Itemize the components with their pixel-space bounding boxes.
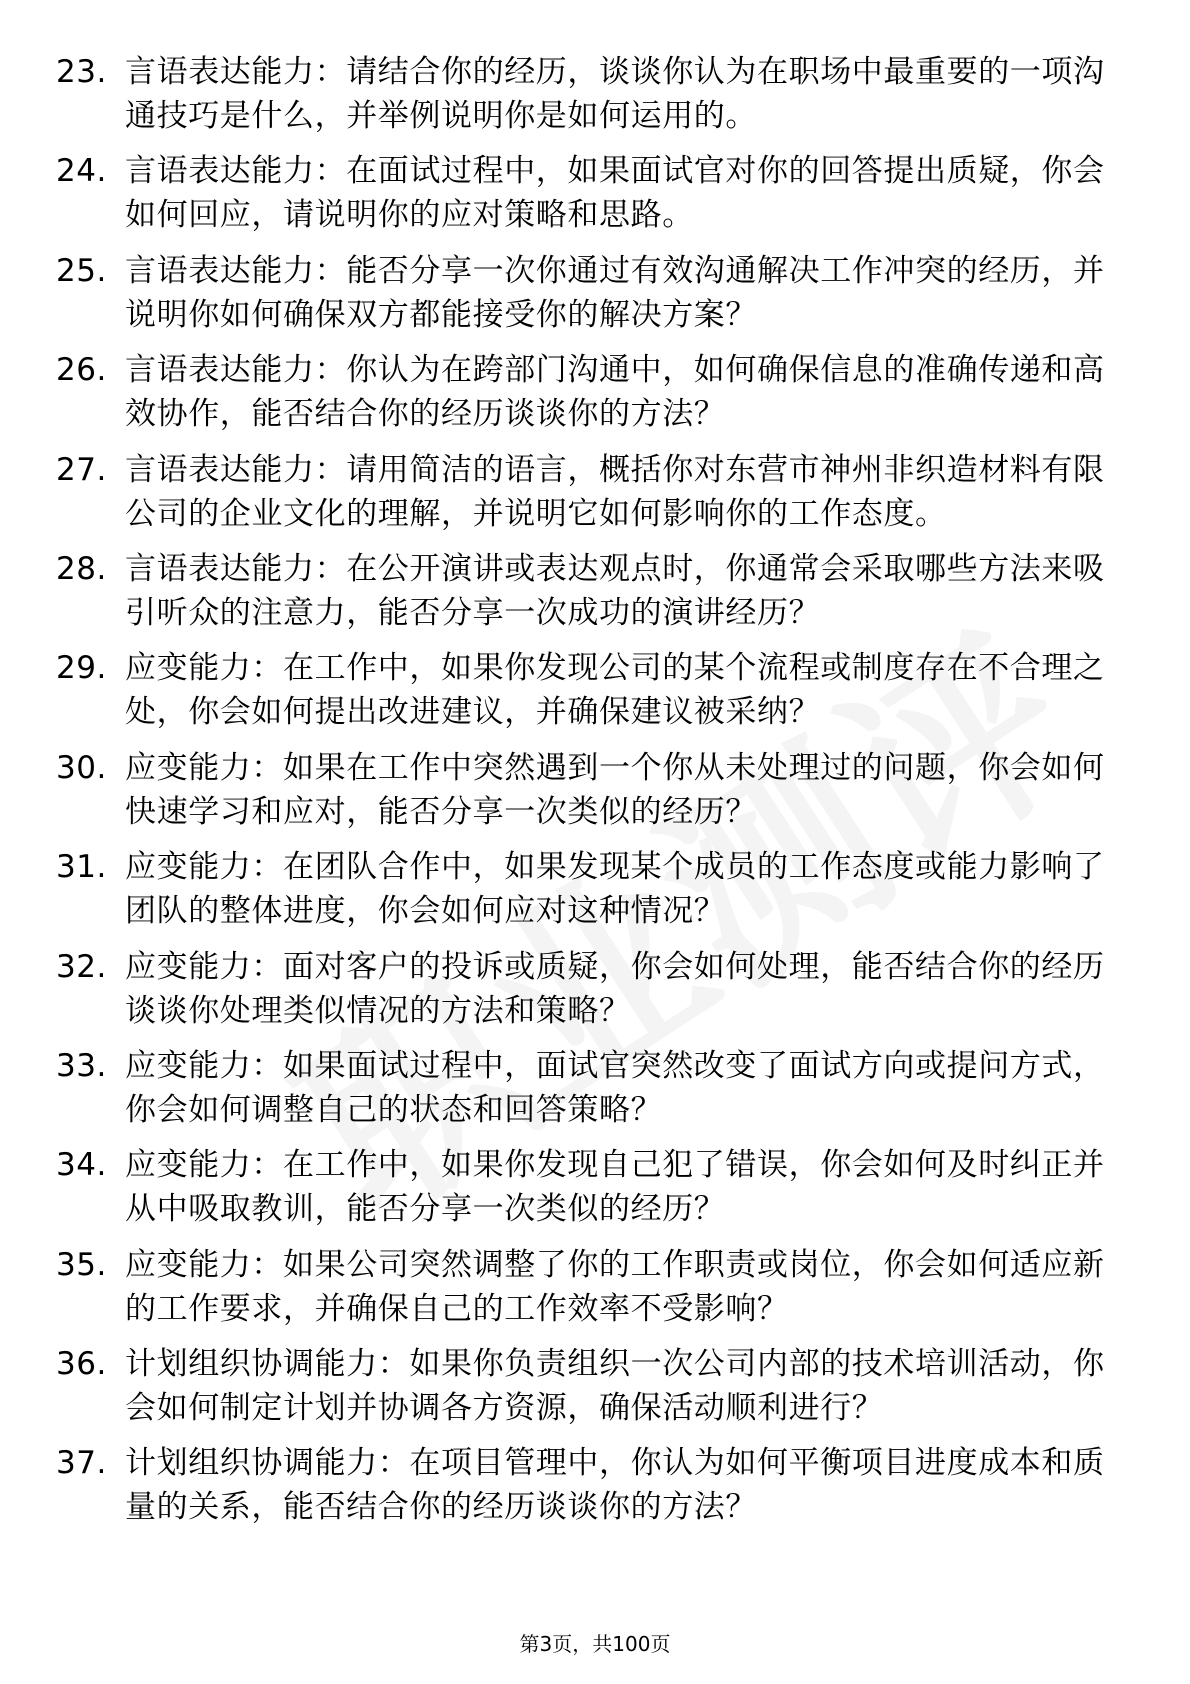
question-item xyxy=(56,1342,1116,1430)
question-item xyxy=(56,746,1116,834)
question-number: 37. xyxy=(56,1445,107,1482)
question-item xyxy=(56,1441,1116,1529)
question-number: 25. xyxy=(56,252,107,289)
question-item xyxy=(56,149,1116,237)
question-text: 言语表达能力：能否分享一次你通过有效沟通解决工作冲突的经历，并说明你如何确保双方都能接受你的解决方案？ xyxy=(125,252,1105,333)
question-item xyxy=(56,1143,1116,1231)
question-number: 36. xyxy=(56,1346,107,1383)
question-item xyxy=(56,448,1116,536)
question-item xyxy=(56,845,1116,933)
question-number: 26. xyxy=(56,352,107,389)
question-item xyxy=(56,646,1116,734)
question-number: 30. xyxy=(56,749,107,786)
question-text: 应变能力：面对客户的投诉或质疑，你会如何处理，能否结合你的经历谈谈你处理类似情况的方法和策略？ xyxy=(125,948,1105,1029)
question-text: 应变能力：如果面试过程中，面试官突然改变了面试方向或提问方式，你会如何调整自己的状态和回答策略？ xyxy=(125,1047,1105,1128)
question-item xyxy=(56,249,1116,337)
question-item xyxy=(56,945,1116,1033)
question-number: 34. xyxy=(56,1147,107,1184)
question-number: 28. xyxy=(56,550,107,587)
question-text: 计划组织协调能力：如果你负责组织一次公司内部的技术培训活动，你会如何制定计划并协调各方资源，确保活动顺利进行？ xyxy=(125,1346,1105,1427)
question-text: 言语表达能力：你认为在跨部门沟通中，如何确保信息的准确传递和高效协作，能否结合你的经历谈谈你的方法？ xyxy=(125,352,1105,433)
question-text: 应变能力：在工作中，如果你发现自己犯了错误，你会如何及时纠正并从中吸取教训，能否分享一次类似的经历？ xyxy=(125,1147,1105,1228)
question-item xyxy=(56,50,1116,138)
question-text: 言语表达能力：在面试过程中，如果面试官对你的回答提出质疑，你会如何回应，请说明你的应对策略和思路。 xyxy=(125,153,1105,234)
question-number: 29. xyxy=(56,650,107,687)
question-number: 33. xyxy=(56,1047,107,1084)
question-text: 应变能力：如果公司突然调整了你的工作职责或岗位，你会如何适应新的工作要求，并确保自己的工作效率不受影响？ xyxy=(125,1246,1105,1327)
page-number-footer: 第3页，共100页 xyxy=(519,1632,671,1656)
question-text: 言语表达能力：在公开演讲或表达观点时，你通常会采取哪些方法来吸引听众的注意力，能否分享一次成功的演讲经历？ xyxy=(125,550,1105,631)
question-number: 24. xyxy=(56,153,107,190)
question-text: 应变能力：在工作中，如果你发现公司的某个流程或制度存在不合理之处，你会如何提出改进建议，并确保建议被采纳？ xyxy=(125,650,1105,731)
question-text: 应变能力：在团队合作中，如果发现某个成员的工作态度或能力影响了团队的整体进度，你会如何应对这种情况？ xyxy=(125,849,1105,930)
question-text: 应变能力：如果在工作中突然遇到一个你从未处理过的问题，你会如何快速学习和应对，能否分享一次类似的经历？ xyxy=(125,749,1105,830)
question-number: 31. xyxy=(56,849,107,886)
question-number: 23. xyxy=(56,54,107,90)
question-item xyxy=(56,547,1116,635)
question-list xyxy=(56,50,1116,1541)
question-item xyxy=(56,348,1116,436)
question-item xyxy=(56,1044,1116,1132)
question-number: 32. xyxy=(56,948,107,985)
question-text: 言语表达能力：请用简洁的语言，概括你对东营市神州非织造材料有限公司的企业文化的理解，并说明它如何影响你的工作态度。 xyxy=(125,451,1105,532)
question-text: 计划组织协调能力：在项目管理中，你认为如何平衡项目进度成本和质量的关系，能否结合你的经历谈谈你的方法？ xyxy=(125,1445,1105,1526)
question-text: 言语表达能力：请结合你的经历，谈谈你认为在职场中最重要的一项沟通技巧是什么，并举例说明你是如何运用的。 xyxy=(125,54,1105,134)
question-item xyxy=(56,1243,1116,1331)
question-number: 35. xyxy=(56,1246,107,1283)
question-number: 27. xyxy=(56,451,107,488)
